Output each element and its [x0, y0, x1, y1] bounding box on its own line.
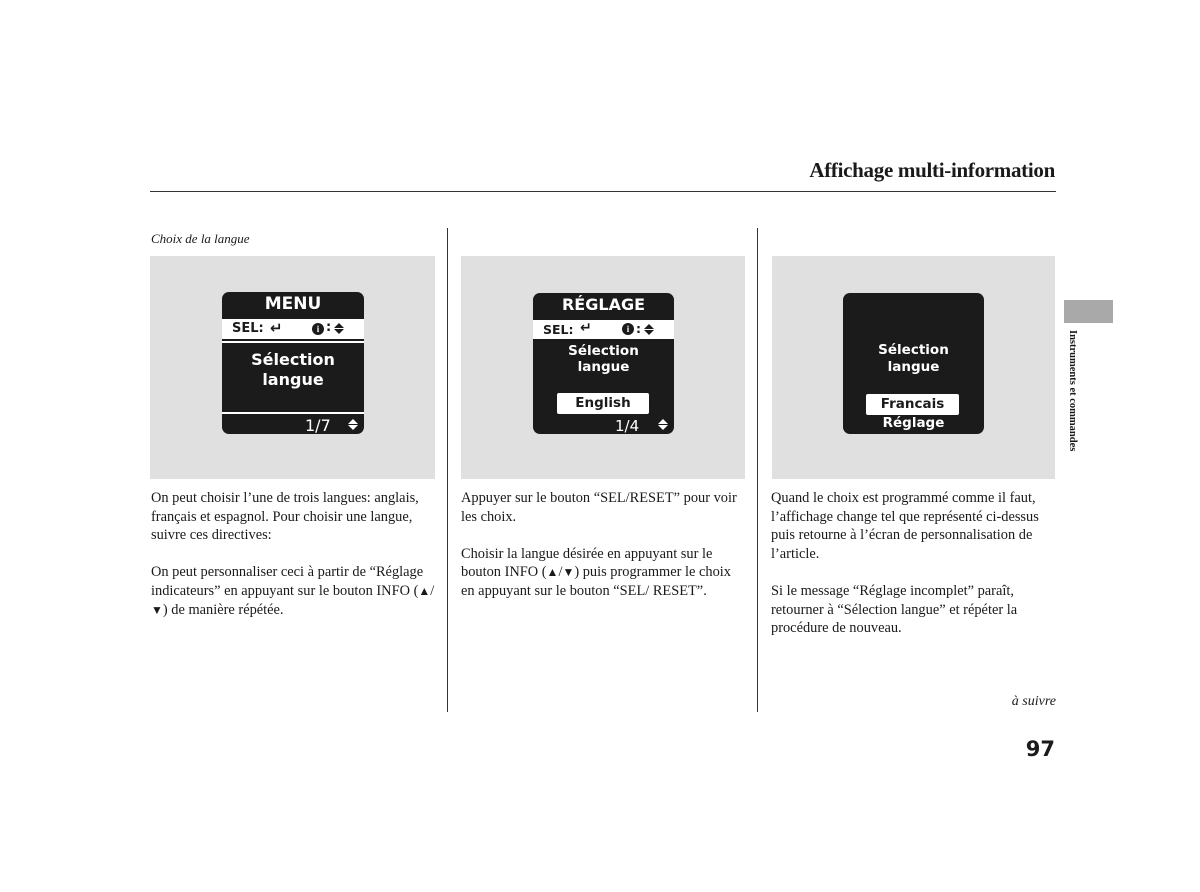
colon-separator: : [326, 320, 332, 335]
screen-line-1: Sélection [251, 350, 335, 369]
info-icon: i [622, 323, 634, 335]
page-indicator: 1/4 [615, 417, 640, 434]
screen-line-2: langue [262, 370, 324, 389]
display-screen-reglage [533, 293, 674, 434]
column-2-text [461, 489, 743, 619]
text-run: Choisir la langue désirée en appuyant sur le bouton INFO ( [461, 545, 713, 581]
info-icon: i [312, 323, 324, 335]
screen-line-2: langue [577, 359, 630, 375]
paragraph: Si le message “Réglage incomplet” paraît, retourner à “Sélection langue” et répéter la procédure de nouveau. [771, 582, 1018, 637]
section-tab-label [1066, 330, 1080, 480]
section-tab [1064, 300, 1113, 323]
page-title: Affichage multi-information [809, 158, 1055, 182]
down-arrow-icon: ▼ [562, 565, 575, 580]
paragraph [461, 545, 743, 601]
figure-caption: Choix de la langue [151, 231, 250, 246]
enter-icon: ↵ [580, 320, 592, 336]
header-rule [150, 191, 1056, 192]
screen-title: MENU [264, 294, 322, 314]
slash: / [430, 582, 435, 599]
colon-separator: : [636, 321, 641, 336]
display-screen-menu [222, 292, 364, 434]
column-divider [447, 228, 448, 712]
figure-panel-reglage [461, 256, 745, 479]
sel-label: SEL: [232, 321, 264, 336]
language-option: Francais [866, 394, 959, 415]
language-option: English [557, 393, 649, 414]
section-tab-text: Instruments et commandes [1067, 330, 1078, 452]
column-divider [757, 228, 758, 712]
screen-footer: Réglage [882, 415, 945, 431]
screen-line-1: Sélection [568, 343, 639, 359]
up-arrow-icon: ▲ [418, 583, 431, 598]
screen-control-row [222, 319, 364, 339]
display-screen-confirm [843, 293, 984, 434]
paragraph: Quand le choix est programmé comme il faut, l’affichage change tel que représenté ci-dessus puis retourne à l’écran de personnalisation de l’article. [771, 490, 1039, 562]
sel-label: SEL: [543, 322, 574, 337]
up-down-icon [348, 419, 358, 430]
screen-control-row [533, 320, 674, 339]
paragraph: On peut choisir l’une de trois langues: anglais, français et espagnol. Pour choisir une langue, suivre ces directives: [151, 490, 419, 544]
paragraph: Appuyer sur le bouton “SEL/RESET” pour voir les choix. [461, 490, 737, 525]
up-down-icon [658, 419, 668, 430]
slash: / [558, 564, 563, 581]
column-1-text [151, 489, 441, 638]
screen-line-2: langue [887, 359, 940, 375]
screen-divider [222, 341, 364, 343]
up-down-icon [644, 324, 654, 335]
figure-panel-menu [150, 256, 435, 479]
enter-icon: ↵ [270, 319, 283, 337]
continue-note: à suivre [1011, 694, 1056, 709]
up-arrow-icon: ▲ [546, 565, 559, 580]
page-indicator: 1/7 [305, 416, 331, 434]
paragraph [151, 563, 441, 619]
screen-line-1: Sélection [878, 342, 949, 358]
text-run: ) puis programmer le choix en appuyant sur le bouton “SEL/ RESET”. [461, 564, 731, 599]
column-3-text [771, 489, 1059, 656]
text-run: On peut personnaliser ceci à partir de “Réglage indicateurs” en appuyant sur le bouton INFO ( [151, 564, 424, 599]
screen-divider [222, 412, 364, 414]
text-run: ) de manière répétée. [162, 601, 284, 618]
page-number: 97 [1025, 737, 1055, 761]
down-arrow-icon: ▼ [151, 602, 163, 617]
up-down-icon [334, 323, 344, 334]
screen-title: RÉGLAGE [561, 295, 646, 314]
figure-panel-confirm [772, 256, 1055, 479]
